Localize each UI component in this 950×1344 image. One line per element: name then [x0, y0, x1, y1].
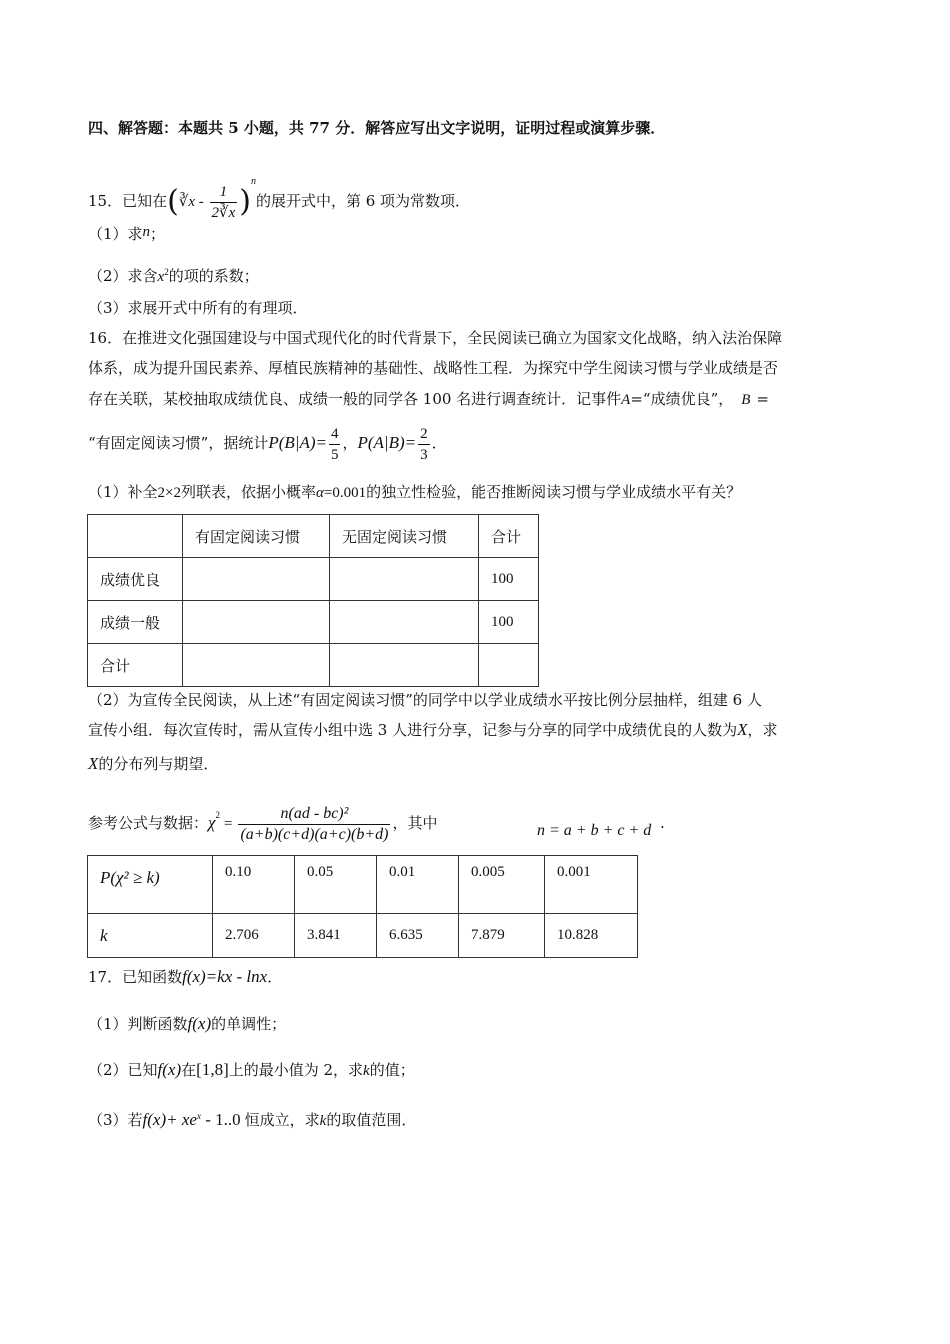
q16-s1-text: （1）补全: [88, 483, 158, 501]
table-cell: 6.635: [377, 914, 459, 958]
q16-line3: [88, 389, 863, 410]
q15-paren-right: ): [239, 184, 251, 219]
q16-prob1-num: 4: [329, 424, 341, 445]
table-row: [88, 644, 539, 687]
table-cell: 10.828: [545, 914, 638, 958]
table-cell: 0.01: [377, 856, 459, 914]
crit-k-label: k: [88, 914, 213, 958]
ref-where: ，其中: [392, 814, 438, 832]
q16-line1: 16．在推进文化强国建设与中国式现代化的时代背景下，全民阅读已确立为国家文化战略，纳入法治保障: [88, 329, 783, 347]
q17-p3-mid: 恒成立，求: [244, 1111, 320, 1129]
q16-l3-eq: =: [756, 390, 769, 408]
q16-s1-alpha: α: [316, 485, 324, 501]
contingency-table: [87, 514, 539, 687]
q17-end: ．: [267, 968, 283, 986]
q17-part3: [88, 1106, 863, 1131]
table-cell: [183, 601, 330, 644]
q17-statement: [88, 967, 863, 987]
q17-p3-exp: x: [196, 1111, 201, 1121]
q16-s1-end: 的独立性检验，能否推断阅读习惯与学业成绩水平有关？: [366, 483, 742, 501]
q16-prob1-frac: [329, 424, 341, 465]
chi-symbol: χ: [208, 813, 216, 832]
q15-statement: [88, 160, 863, 221]
table-cell: 0.10: [213, 856, 295, 914]
ref-label: 参考公式与数据：: [88, 814, 209, 832]
n-definition: n = a + b + c + d: [537, 822, 652, 839]
q15-p1-end: ；: [150, 225, 166, 243]
q17-p2-func: f(x): [157, 1060, 182, 1079]
table-cell: 100: [479, 601, 539, 644]
q15-frac-num: 1: [210, 182, 238, 203]
q17-func: f(x)=kx - lnx: [182, 967, 268, 986]
reference-formula: [88, 788, 438, 842]
q16-sub2-line3: [88, 754, 863, 774]
q16-prob1-expr: P(B|A)=: [268, 433, 327, 452]
q15-fraction: [210, 182, 238, 223]
q16-prob2-den: 3: [420, 446, 428, 463]
q16-line2: 体系，成为提升国民素养、厚植民族精神的基础性、战略性工程．为探究中学生阅读习惯与学业成绩是否: [88, 359, 779, 377]
table-row-label: 合计: [88, 644, 183, 687]
q17-p1-text: （1）判断函数: [88, 1015, 188, 1033]
q16-prob2-frac: [418, 424, 430, 465]
table-cell: 0.05: [295, 856, 377, 914]
q15-p2-exp: 2: [164, 267, 169, 277]
q15-p2-text: （2）求含: [88, 267, 158, 285]
table-row: [88, 914, 638, 958]
q15-p2-var: x: [157, 269, 165, 285]
table-cell: 100: [479, 558, 539, 601]
q16-sub2-line2: [88, 720, 863, 740]
q16-sub2-line1: （2）为宣传全民阅读，从上述“有固定阅读习惯”的同学中以学业成绩水平按比例分层抽样，组建 6 人: [88, 691, 762, 709]
table-row: [88, 558, 539, 601]
chi-frac-num: n(ad - bc)²: [238, 804, 390, 825]
q15-part2: [88, 262, 863, 287]
q17-p3-k: k: [319, 1113, 327, 1129]
table-cell: [183, 644, 330, 687]
q16-s2-text: 宣传小组．每次宣传时，需从宣传小组中选 3 人进行分享，记参与分享的同学中成绩优良的人数为: [88, 721, 738, 739]
q17-p2-mid: 上的最小值为 2，求: [228, 1061, 364, 1079]
q17-p3-tail: - 1..0: [200, 1110, 241, 1129]
table-cell: 7.879: [459, 914, 545, 958]
chi-frac-den: (a+b)(c+d)(a+c)(b+d): [240, 825, 389, 843]
table-cell: [183, 558, 330, 601]
table-header: 有固定阅读习惯: [183, 515, 330, 558]
q16-s2-end: ，求: [747, 721, 778, 739]
q17-p1-end: 的单调性；: [211, 1015, 287, 1033]
q17-p2-end: 的值；: [369, 1061, 415, 1079]
table-row-label: 成绩一般: [88, 601, 183, 644]
table-cell: [330, 644, 479, 687]
q17-p3-text: （3）若: [88, 1111, 143, 1129]
chi-square-fraction: [238, 804, 390, 845]
q15-expr-left: ∛x -: [178, 194, 208, 210]
q16-s1-mid: 列联表，依据小概率: [181, 483, 317, 501]
q16-event-a: A: [621, 392, 631, 408]
crit-header: P(χ² ≥ k): [88, 856, 213, 914]
q17-p2-in: 在: [181, 1061, 197, 1079]
chi-exp: 2: [215, 810, 220, 820]
table-row-label: 成绩优良: [88, 558, 183, 601]
q16-l3-mid: =“成绩优良”，: [630, 390, 734, 408]
q16-prob2-num: 2: [418, 424, 430, 445]
q15-suffix: 的展开式中，第 6 项为常数项．: [255, 192, 471, 210]
q15-frac-den: 2∛x: [211, 204, 236, 221]
section-header: 四、解答题：本题共 5 小题，共 77 分．解答应写出文字说明，证明过程或演算步骤．: [88, 119, 666, 137]
q17-p3-expr: f(x)+ xe: [142, 1110, 197, 1129]
q16-s2-l3-text: 的分布列与期望．: [98, 755, 219, 773]
q17-part1: [88, 1014, 863, 1034]
table-cell: [479, 644, 539, 687]
q17-p2-text: （2）已知: [88, 1061, 158, 1079]
q15-paren-left: (: [167, 184, 179, 219]
q17-text: 17．已知函数: [88, 968, 183, 986]
q17-part2: [88, 1060, 863, 1081]
formula-eq: =: [224, 816, 233, 832]
table-row: [88, 856, 638, 914]
q17-p2-k: k: [363, 1063, 370, 1079]
table-cell: 2.706: [213, 914, 295, 958]
q16-prob1-den: 5: [330, 446, 339, 463]
ref-end: .: [660, 814, 665, 832]
table-cell: [330, 558, 479, 601]
table-row: [88, 601, 539, 644]
q17-p1-func: f(x): [187, 1014, 212, 1033]
q17-p3-end: 的取值范围．: [326, 1111, 417, 1129]
table-cell: [330, 601, 479, 644]
q15-exponent: n: [250, 176, 256, 187]
q16-s1-val: =0.001: [323, 485, 367, 501]
q16-event-b: B: [741, 392, 751, 408]
q16-l4-end: ．: [431, 434, 447, 452]
q15-prefix: 15．已知在: [88, 192, 168, 210]
table-cell: 0.001: [545, 856, 638, 914]
q16-s2-var: X: [737, 720, 748, 739]
q16-sub1: [88, 482, 863, 503]
q15-p1-var: n: [142, 224, 151, 240]
q15-p2-end: 的项的系数；: [168, 267, 259, 285]
critical-value-table: [87, 855, 638, 958]
q15-part3: （3）求展开式中所有的有理项．: [88, 299, 308, 317]
table-row: [88, 515, 539, 558]
table-cell: 0.005: [459, 856, 545, 914]
q15-p1-text: （1）求: [88, 225, 143, 243]
q16-l3-text: 存在关联，某校抽取成绩优良、成绩一般的同学各 100 名进行调查统计．记事件: [88, 390, 622, 408]
table-cell: 3.841: [295, 914, 377, 958]
q16-s1-size: 2×2: [157, 485, 182, 501]
table-header: 无固定阅读习惯: [330, 515, 479, 558]
q16-s2-var2: X: [88, 754, 99, 773]
q16-l4-text: “有固定阅读习惯”，据统计: [88, 434, 269, 452]
q16-prob2-expr: P(A|B)=: [357, 433, 417, 452]
q16-line4: [88, 420, 863, 466]
table-header: 合计: [479, 515, 539, 558]
q15-part1: [88, 224, 863, 245]
table-cell: [88, 515, 183, 558]
q16-sep: ，: [342, 434, 358, 452]
q17-p2-interval: [1,8]: [196, 1060, 229, 1079]
